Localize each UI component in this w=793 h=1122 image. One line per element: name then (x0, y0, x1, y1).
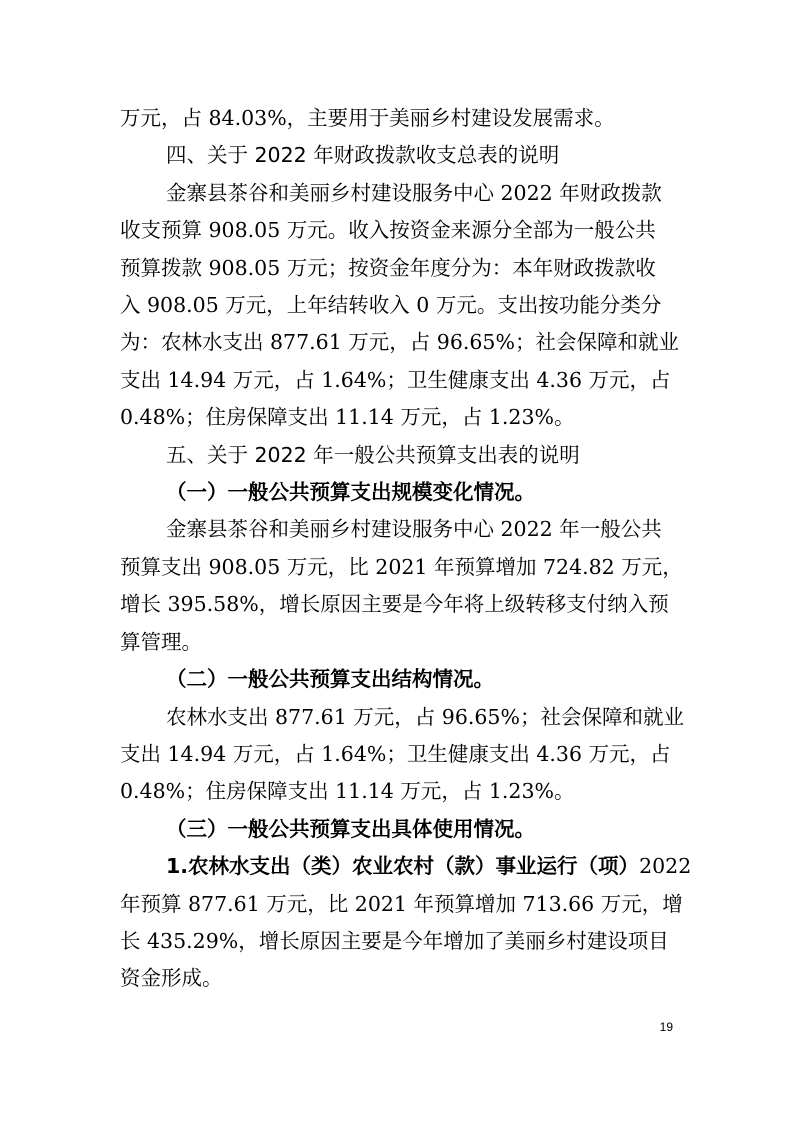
text-line: 资金形成。 (120, 966, 223, 991)
text-line: 预算拨款 908.05 万元；按资金年度分为：本年财政拨款收 (120, 255, 656, 280)
text-line: 年预算 877.61 万元，比 2021 年预算增加 713.66 万元，增 (120, 891, 683, 916)
subsection-heading-1: （一）一般公共预算支出规模变化情况。 (166, 480, 535, 505)
text-line: 金寨县茶谷和美丽乡村建设服务中心 2022 年一般公共 (166, 517, 662, 542)
text-line: 万元，占 84.03%，主要用于美丽乡村建设发展需求。 (120, 106, 615, 130)
subsection-heading-3: （三）一般公共预算支出具体使用情况。 (166, 816, 535, 841)
text-line: 为：农林水支出 877.61 万元，占 96.65%；社会保障和就业 (120, 330, 679, 355)
text-line: 0.48%；住房保障支出 11.14 万元，占 1.23%。 (120, 779, 575, 804)
text-line: 预算支出 908.05 万元，比 2021 年预算增加 724.82 万元， (120, 554, 683, 579)
section-heading-5: 五、关于 2022 年一般公共预算支出表的说明 (166, 442, 580, 467)
text-line: 算管理。 (120, 629, 202, 654)
text-line: 增长 395.58%，增长原因主要是今年将上级转移支付纳入预 (120, 592, 669, 617)
text-line: 0.48%；住房保障支出 11.14 万元，占 1.23%。 (120, 405, 575, 430)
item-year: 2022 (639, 854, 692, 879)
text-line: 入 908.05 万元，上年结转收入 0 万元。支出按功能分类分 (120, 293, 662, 318)
text-line: 支出 14.94 万元，占 1.64%；卫生健康支出 4.36 万元，占 (120, 741, 671, 766)
text-line: 长 435.29%，增长原因主要是今年增加了美丽乡村建设项目 (120, 928, 669, 953)
text-line: 金寨县茶谷和美丽乡村建设服务中心 2022 年财政拨款 (166, 180, 662, 205)
text-line: 支出 14.94 万元，占 1.64%；卫生健康支出 4.36 万元，占 (120, 367, 671, 392)
section-heading-4: 四、关于 2022 年财政拨款收支总表的说明 (166, 143, 560, 168)
item-line (120, 848, 692, 885)
subsection-heading-2: （二）一般公共预算支出结构情况。 (166, 667, 494, 692)
text-line: 收支预算 908.05 万元。收入按资金来源分全部为一般公共 (120, 218, 656, 243)
text-line: 农林水支出 877.61 万元，占 96.65%；社会保障和就业 (166, 704, 684, 729)
item-heading: 1.农林水支出（类）农业农村（款）事业运行（项） (166, 854, 640, 879)
page-number: 19 (659, 1020, 673, 1034)
